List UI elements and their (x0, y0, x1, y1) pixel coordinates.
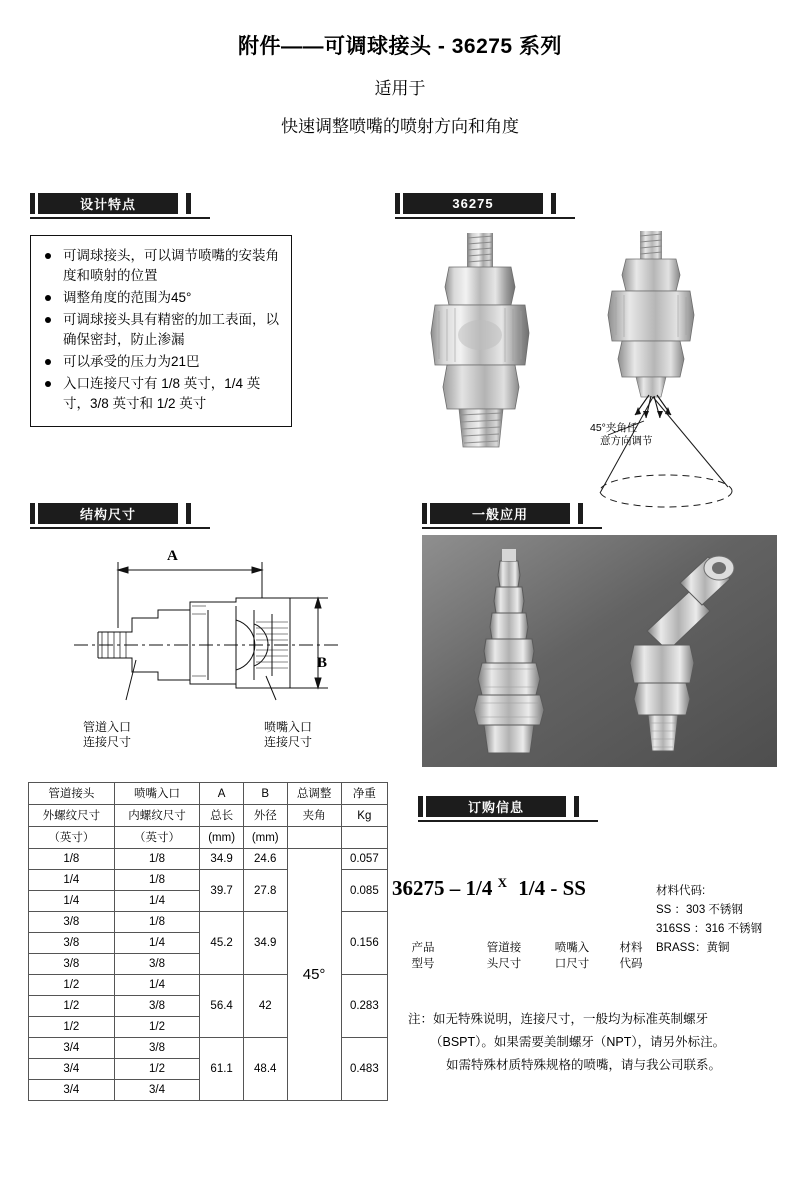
cell-pipe: 1/2 (29, 1017, 115, 1038)
order-code-dash1: – (449, 876, 461, 900)
cell-pipe: 3/8 (29, 954, 115, 975)
cell-nozzle: 1/4 (114, 975, 200, 996)
order-label-material-line1: 材料 (619, 942, 643, 954)
ordering-note-line3: 如需特殊材质特殊规格的喷嘴，请与我公司联系。 (446, 1058, 722, 1072)
col-head-nozzle-3: （英寸） (114, 827, 200, 849)
section-header-dimensions-label: 结构尺寸 (38, 503, 178, 524)
cell-pipe: 1/2 (29, 975, 115, 996)
order-code (392, 875, 586, 901)
col-head-nozzle-2: 内螺纹尺寸 (114, 805, 200, 827)
cell-weight: 0.057 (341, 849, 387, 870)
col-head-pipe-3: （英寸） (29, 827, 115, 849)
feature-text: 调整角度的范围为45° (63, 290, 192, 305)
list-item (37, 246, 283, 286)
order-label-product (392, 940, 454, 972)
col-head-a-2: 总长 (200, 805, 244, 827)
col-head-pipe-2: 外螺纹尺寸 (29, 805, 115, 827)
feature-text: 入口连接尺寸有 1/8 英寸，1/4 英寸，3/8 英寸和 1/2 英寸 (63, 376, 261, 411)
spray-angle-note-line1: 45°夹角任 (590, 422, 638, 434)
section-header-dimensions (30, 503, 210, 524)
cross-section-drawing (40, 540, 380, 740)
datasheet-page (0, 30, 800, 1187)
cell-nozzle: 3/8 (114, 1038, 200, 1059)
cell-nozzle: 1/2 (114, 1017, 200, 1038)
order-label-nozzle (541, 940, 603, 972)
cell-a: 45.2 (200, 912, 244, 975)
order-label-pipe-line1: 管道接 (486, 942, 522, 954)
nozzle-thread-label-line1: 喷嘴入口 (263, 720, 312, 734)
section-header-application (422, 503, 602, 524)
cell-b: 48.4 (243, 1038, 287, 1101)
section-header-ordering (418, 796, 598, 817)
page-subtitle-1: 适用于 (374, 79, 426, 98)
order-label-nozzle-line1: 喷嘴入 (554, 942, 590, 954)
section-header-design-label: 设计特点 (38, 193, 178, 214)
cell-nozzle: 1/8 (114, 870, 200, 891)
cell-weight: 0.483 (341, 1038, 387, 1101)
feature-text: 可以承受的压力为21巴 (63, 354, 200, 369)
cell-nozzle: 1/4 (114, 891, 200, 912)
nozzle-thread-label-line2: 连接尺寸 (263, 735, 312, 749)
col-head-angle-2: 夹角 (287, 805, 341, 827)
material-legend-316ss: 316SS ：316 不锈钢 (656, 923, 763, 935)
material-code-legend (656, 882, 762, 958)
cell-nozzle: 3/4 (114, 1080, 200, 1101)
order-code-pipe-size: 1/4 (465, 876, 493, 900)
bullet-dot-icon (45, 381, 51, 387)
divider-design (30, 217, 210, 219)
application-photo (422, 535, 777, 767)
cell-nozzle: 3/8 (114, 954, 200, 975)
col-head-a-3: (mm) (200, 827, 244, 849)
divider-ordering (418, 820, 598, 822)
order-label-product-line2: 型号 (411, 958, 435, 970)
inlet-thread-label-line1: 管道入口 (82, 720, 131, 734)
cell-pipe: 3/4 (29, 1059, 115, 1080)
material-legend-brass: BRASS：黄铜 (656, 942, 730, 954)
design-features-list (37, 246, 283, 414)
cell-pipe: 3/8 (29, 933, 115, 954)
col-head-weight-2: Kg (341, 805, 387, 827)
order-code-product: 36275 (392, 876, 445, 900)
table-header-row (29, 827, 388, 849)
cell-b: 27.8 (243, 870, 287, 912)
spray-angle-diagram (578, 225, 778, 515)
list-item (37, 352, 283, 372)
feature-text: 可调球接头具有精密的加工表面，以确保密封，防止渗漏 (63, 312, 279, 347)
cell-nozzle: 1/8 (114, 912, 200, 933)
divider-model (395, 217, 575, 219)
ordering-note-line2: （BSPT）。如果需要美制螺牙（NPT），请另外标注。 (430, 1035, 726, 1049)
list-item (37, 288, 283, 308)
dimension-label-a: A (167, 548, 178, 564)
order-label-pipe-line2: 头尺寸 (486, 958, 522, 970)
section-header-model-label: 36275 (403, 193, 543, 214)
product-photo-36275 (395, 225, 570, 455)
order-label-material (608, 940, 654, 972)
bullet-dot-icon (45, 359, 51, 365)
order-code-dash2: - (550, 876, 558, 900)
order-label-material-line2: 代码 (619, 958, 643, 970)
design-features-box (30, 235, 292, 427)
col-head-nozzle-1: 喷嘴入口 (114, 783, 200, 805)
cell-a: 39.7 (200, 870, 244, 912)
cell-a: 34.9 (200, 849, 244, 870)
cell-pipe: 1/4 (29, 891, 115, 912)
specification-table (28, 782, 388, 1101)
inlet-thread-label-line2: 连接尺寸 (82, 735, 131, 749)
order-code-separator-x: X (497, 875, 507, 890)
col-head-pipe-1: 管道接头 (29, 783, 115, 805)
bullet-dot-icon (45, 317, 51, 323)
order-label-nozzle-line2: 口尺寸 (554, 958, 590, 970)
order-label-pipe (473, 940, 535, 972)
cell-pipe: 3/4 (29, 1080, 115, 1101)
cell-pipe: 3/8 (29, 912, 115, 933)
col-head-angle-1: 总调整 (287, 783, 341, 805)
col-head-weight-1: 净重 (341, 783, 387, 805)
spray-angle-note-line2: 意方向调节 (600, 435, 653, 447)
cell-b: 24.6 (243, 849, 287, 870)
inlet-thread-label (62, 720, 152, 750)
cell-nozzle: 1/8 (114, 849, 200, 870)
cell-pipe: 1/4 (29, 870, 115, 891)
cell-a: 61.1 (200, 1038, 244, 1101)
table-row (29, 849, 388, 870)
col-head-b-2: 外径 (243, 805, 287, 827)
list-item (37, 374, 283, 414)
page-subtitle-2: 快速调整喷嘴的喷射方向和角度 (281, 117, 519, 136)
cell-nozzle: 1/2 (114, 1059, 200, 1080)
cell-weight: 0.085 (341, 870, 387, 912)
bullet-dot-icon (45, 253, 51, 259)
cell-weight: 0.283 (341, 975, 387, 1038)
cell-pipe: 1/2 (29, 996, 115, 1017)
col-head-b-3: (mm) (243, 827, 287, 849)
col-head-angle-3 (287, 827, 341, 849)
spray-angle-note (590, 422, 653, 448)
section-header-model (395, 193, 575, 214)
cell-angle: 45° (287, 849, 341, 1101)
section-header-application-label: 一般应用 (430, 503, 570, 524)
material-legend-title: 材料代码: (656, 885, 706, 897)
cell-nozzle: 3/8 (114, 996, 200, 1017)
cell-pipe: 1/8 (29, 849, 115, 870)
ordering-note (408, 1008, 790, 1077)
col-head-weight-3 (341, 827, 387, 849)
material-legend-ss: SS ：303 不锈钢 (656, 904, 743, 916)
divider-dimensions (30, 527, 210, 529)
order-code-nozzle-size: 1/4 (518, 876, 546, 900)
page-title: 附件——可调球接头 - 36275 系列 (238, 35, 562, 58)
section-header-design (30, 193, 210, 214)
ordering-note-line1: 注：如无特殊说明，连接尺寸，一般均为标准英制螺牙 (408, 1012, 709, 1026)
divider-application (422, 527, 602, 529)
section-header-ordering-label: 订购信息 (426, 796, 566, 817)
cell-b: 42 (243, 975, 287, 1038)
cell-a: 56.4 (200, 975, 244, 1038)
cell-nozzle: 1/4 (114, 933, 200, 954)
bullet-dot-icon (45, 295, 51, 301)
cell-pipe: 3/4 (29, 1038, 115, 1059)
table-header-row (29, 783, 388, 805)
order-label-product-line1: 产品 (411, 942, 435, 954)
col-head-b: B (243, 783, 287, 805)
table-header-row (29, 805, 388, 827)
cell-weight: 0.156 (341, 912, 387, 975)
feature-text: 可调球接头，可以调节喷嘴的安装角度和喷射的位置 (63, 248, 279, 283)
col-head-a: A (200, 783, 244, 805)
nozzle-thread-label (243, 720, 333, 750)
order-code-material: SS (562, 876, 586, 900)
cell-b: 34.9 (243, 912, 287, 975)
list-item (37, 310, 283, 350)
dimension-label-b: B (317, 655, 328, 671)
